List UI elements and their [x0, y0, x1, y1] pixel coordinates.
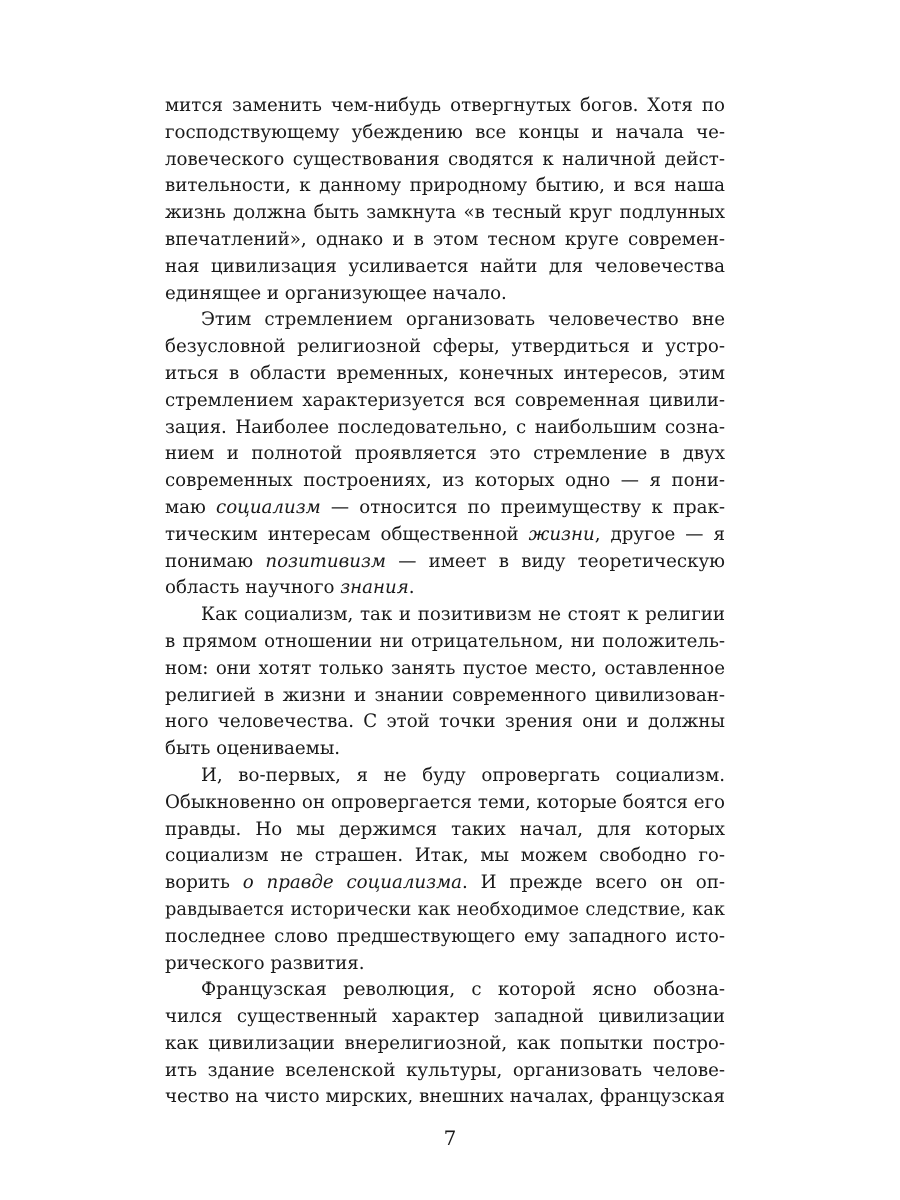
text-line: чился существенный характер западной цивилизации [165, 1006, 725, 1028]
text-line: тическим интересам общественной жизни, другое — я [165, 523, 725, 545]
text-line: современных построениях, из которых одно — я пони- [165, 470, 725, 492]
text-line: чество на чисто мирских, внешних началах, французская [165, 1086, 725, 1108]
text-line: безусловной религиозной сферы, утвердиться и устро- [165, 336, 725, 358]
text-line: зация. Наиболее последовательно, с наибольшим созна- [165, 416, 725, 438]
italic-term-life: жизни [528, 523, 595, 545]
text-line: маю социализм — относится по преимуществу к прак- [165, 496, 726, 518]
paragraph-5 [165, 977, 725, 1111]
text-line: ить здание вселенской культуры, организовать челове- [165, 1059, 725, 1081]
text-line: правды. Но мы держимся таких начал, для которых [165, 818, 725, 840]
paragraph-1 [165, 93, 725, 307]
text-line: иться в области временных, конечных интересов, этим [165, 362, 725, 384]
text-line: ворить о правде социализма. И прежде всего он оп- [165, 872, 726, 894]
text-line: Как социализм, так и позитивизм не стоят к религии [201, 604, 725, 626]
text-line: Этим стремлением организовать человечество вне [201, 309, 725, 331]
paragraph-4 [165, 763, 725, 977]
italic-phrase-truth-of-socialism: о правде социализма [242, 872, 462, 894]
text-line: господствующему убеждению все концы и начала че- [165, 121, 725, 143]
italic-term-knowledge: знания [340, 577, 409, 599]
text-line: И, во-первых, я не буду опровергать социализм. [201, 764, 725, 786]
italic-term-socialism: социализм [216, 496, 321, 518]
paragraph-2 [165, 307, 725, 602]
text-line: в прямом отношении ни отрицательном, ни положитель- [165, 630, 725, 652]
text-line: стремлением характеризуется вся современная цивили- [165, 389, 725, 411]
text-line: ловеческого существования сводятся к наличной дейст- [165, 148, 725, 170]
text-line: равдывается исторически как необходимое следствие, как [165, 898, 725, 920]
text-line: впечатлений», однако и в этом тесном круге современ- [165, 228, 725, 250]
text-line: как цивилизации внерелигиозной, как попытки постро- [165, 1032, 725, 1054]
text-line: быть оцениваемы. [165, 738, 341, 760]
text-line: последнее слово предшествующего ему западного исто- [165, 925, 725, 947]
text-line: религией в жизни и знании современного цивилизован- [165, 684, 725, 706]
text-line: мится заменить чем-нибудь отвергнутых богов. Хотя по [165, 95, 725, 116]
text-line: Французская революция, с которой ясно обозна- [201, 979, 725, 1001]
text-line: ном: они хотят только занять пустое место, оставленное [165, 657, 725, 679]
text-line: ная цивилизация усиливается найти для человечества [165, 255, 725, 277]
text-line: ного человечества. С этой точки зрения они и должны [165, 711, 725, 733]
page-number: 7 [443, 1126, 457, 1150]
book-page-text [165, 93, 725, 1111]
text-line: жизнь должна быть замкнута «в тесный круг подлунных [165, 202, 725, 224]
text-line: область научного знания. [165, 577, 415, 599]
text-line: вительности, к данному природному бытию, и вся наша [165, 175, 725, 197]
text-line: понимаю позитивизм — имеет в виду теоретическую [165, 550, 725, 572]
text-line: социализм не страшен. Итак, мы можем свободно го- [165, 845, 725, 867]
text-line: нием и полнотой проявляется это стремление в двух [165, 443, 725, 465]
italic-term-positivism: позитивизм [265, 550, 386, 572]
text-line: рического развития. [165, 952, 365, 974]
text-line: Обыкновенно он опровергается теми, которые боятся его [165, 791, 725, 813]
paragraph-3 [165, 602, 725, 763]
text-line: единящее и организующее начало. [165, 282, 507, 304]
